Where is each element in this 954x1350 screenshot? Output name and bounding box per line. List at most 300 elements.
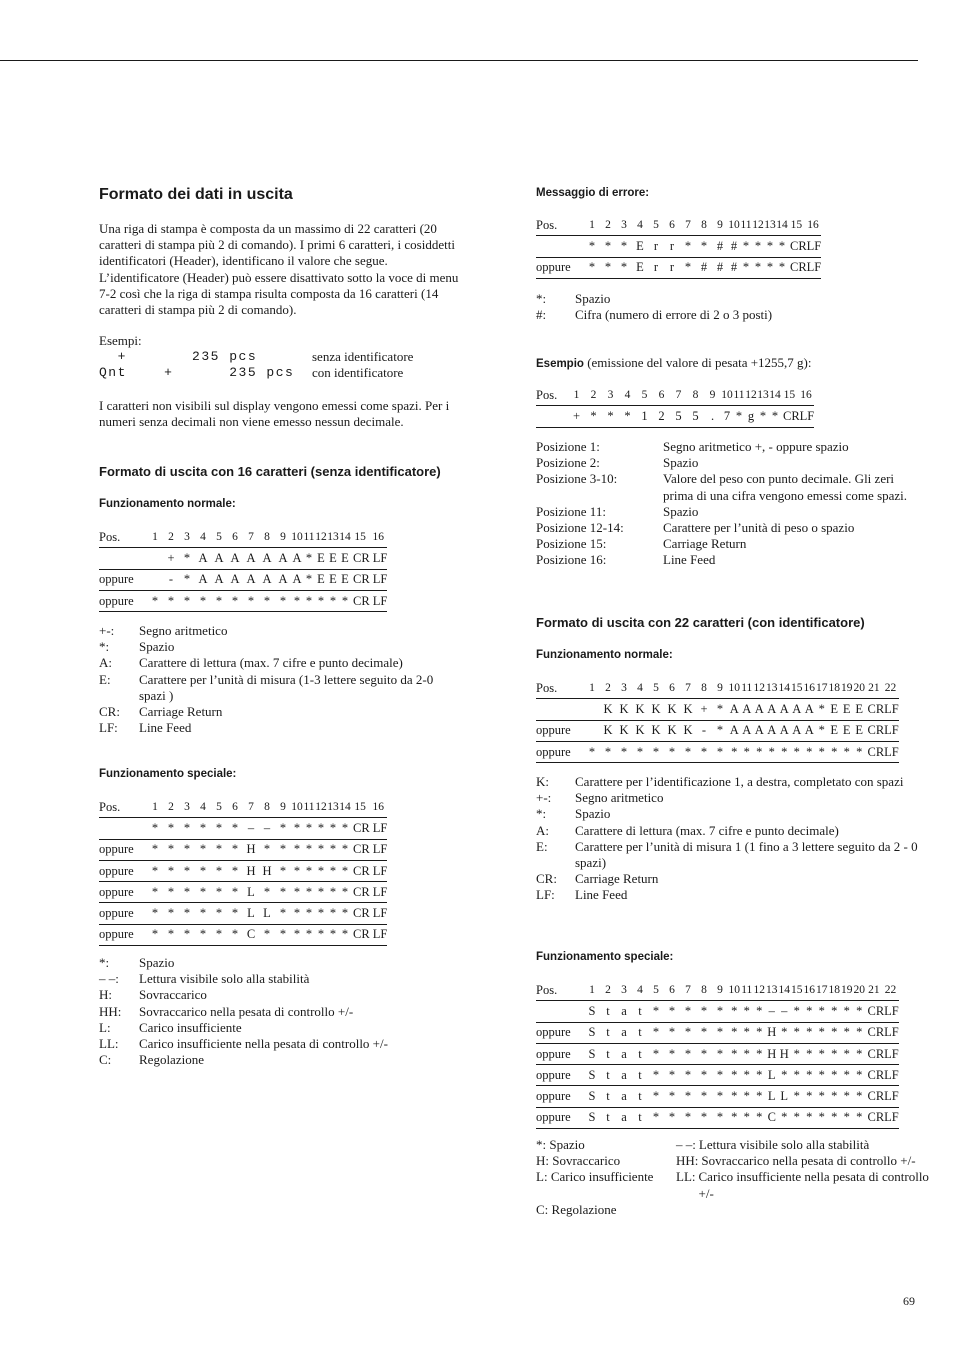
table-header-label: Pos. — [536, 385, 568, 406]
character-cell: * — [816, 699, 829, 720]
character-cell: * — [803, 1107, 816, 1128]
empty-cell — [584, 720, 600, 741]
character-cell: A — [227, 548, 243, 569]
position-number: 7 — [680, 678, 696, 699]
position-number: 20 — [853, 980, 866, 1001]
character-cell: * — [753, 741, 766, 762]
character-cell: A — [791, 720, 804, 741]
character-cell: * — [816, 1086, 829, 1107]
legend-value: Line Feed — [663, 552, 716, 568]
character-cell: * — [195, 882, 211, 903]
position-number: 5 — [211, 797, 227, 818]
legend-key: Posizione 1: — [536, 439, 600, 454]
character-cell: * — [696, 1065, 712, 1086]
legend-value: Segno aritmetico — [575, 790, 664, 806]
character-cell: * — [712, 1001, 728, 1022]
character-cell: * — [741, 1107, 754, 1128]
character-cell: * — [712, 699, 728, 720]
legend-item — [536, 774, 934, 790]
legend-value: Valore del peso con punto decimale. Gli zeri prima di una cifra vengono emessi come spazi. — [663, 471, 908, 503]
position-number: 10 — [721, 385, 733, 406]
legend-22-special — [536, 1137, 934, 1218]
character-cell: * — [315, 882, 327, 903]
character-cell: * — [803, 1065, 816, 1086]
position-number: 3 — [179, 527, 195, 548]
character-cell: E — [315, 548, 327, 569]
character-cell: 1 — [636, 406, 653, 427]
character-cell: A — [195, 548, 211, 569]
position-number: 16 — [805, 215, 822, 236]
legend-key: – –: — [99, 971, 119, 987]
legend-value: Carattere di lettura (max. 7 cifre e punto decimale) — [575, 822, 839, 838]
character-cell: A — [195, 569, 211, 590]
character-cell: * — [195, 839, 211, 860]
legend-value: Regolazione — [551, 1201, 617, 1217]
legend-value: Carattere per l’unità di peso o spazio — [663, 520, 855, 536]
character-cell: t — [632, 1043, 648, 1064]
character-cell: * — [259, 839, 275, 860]
legend-value: Cifra (numero di errore di 2 o 3 posti) — [575, 307, 773, 323]
table-header-label: Pos. — [536, 215, 584, 236]
character-cell: L — [778, 1086, 791, 1107]
character-cell: * — [828, 1001, 841, 1022]
legend-key: #: — [536, 307, 547, 323]
page-title: Formato dei dati in uscita — [99, 186, 293, 203]
crlf-cell: CRLF — [866, 1086, 899, 1107]
character-cell: t — [632, 1022, 648, 1043]
legend-key: *: — [536, 1137, 550, 1152]
row-label: oppure — [99, 590, 147, 611]
crlf-cell: CR LF — [351, 839, 387, 860]
character-cell: K — [616, 699, 632, 720]
table-row — [99, 818, 387, 839]
character-cell: * — [275, 590, 291, 611]
character-cell: t — [600, 1043, 616, 1064]
page-number: 69 — [903, 1294, 915, 1308]
legend-item — [536, 1202, 934, 1218]
character-cell: A — [243, 569, 259, 590]
character-cell: * — [584, 741, 600, 762]
character-cell: * — [803, 1086, 816, 1107]
position-number: 13 — [327, 797, 339, 818]
character-cell: * — [664, 1065, 680, 1086]
character-cell: A — [741, 699, 754, 720]
character-cell: * — [728, 1043, 741, 1064]
row-label: oppure — [99, 882, 147, 903]
character-cell: * — [584, 257, 600, 278]
legend-key: L: — [536, 1169, 551, 1185]
character-cell: * — [632, 741, 648, 762]
character-cell: * — [147, 839, 163, 860]
character-cell: * — [741, 1043, 754, 1064]
legend-item — [536, 471, 916, 503]
character-cell: * — [741, 1001, 754, 1022]
character-cell: K — [616, 720, 632, 741]
position-number: 16 — [803, 980, 816, 1001]
legend-value: Carriage Return — [575, 871, 659, 887]
character-cell: A — [275, 569, 291, 590]
table-row — [99, 590, 387, 611]
legend-key: HH: — [99, 1003, 122, 1019]
character-cell: * — [327, 818, 339, 839]
legend-item — [99, 704, 459, 720]
character-cell: * — [740, 236, 752, 257]
character-cell: H — [766, 1022, 779, 1043]
character-cell: * — [841, 1022, 854, 1043]
position-number: 7 — [243, 797, 259, 818]
character-cell: K — [600, 699, 616, 720]
crlf-cell: CR LF — [351, 882, 387, 903]
output-table-22-normal — [536, 678, 899, 763]
character-cell: * — [828, 1086, 841, 1107]
row-label: oppure — [536, 1107, 584, 1128]
position-number: 14 — [339, 527, 351, 548]
crlf-cell: CRLF — [781, 406, 814, 427]
legend-key: H: — [536, 1153, 553, 1169]
legend-key: *: — [536, 291, 547, 306]
character-cell: * — [680, 236, 696, 257]
character-cell: A — [803, 699, 816, 720]
legend-item — [536, 455, 916, 471]
error-legend — [536, 291, 916, 323]
row-label: oppure — [536, 1065, 584, 1086]
character-cell: * — [648, 1107, 664, 1128]
position-number: 3 — [616, 215, 632, 236]
character-cell: r — [648, 236, 664, 257]
character-cell: E — [853, 699, 866, 720]
legend-item — [99, 971, 459, 987]
character-cell: * — [600, 741, 616, 762]
character-cell: * — [648, 1086, 664, 1107]
position-number: 11 — [303, 527, 315, 548]
character-cell: * — [769, 406, 781, 427]
character-cell: * — [303, 818, 315, 839]
character-cell: * — [712, 741, 728, 762]
position-number: 22 — [882, 678, 899, 699]
character-cell: A — [275, 548, 291, 569]
character-cell: * — [147, 590, 163, 611]
character-cell: * — [764, 236, 776, 257]
legend-item — [99, 1052, 459, 1068]
character-cell: * — [315, 860, 327, 881]
character-cell: a — [616, 1001, 632, 1022]
position-number: 11 — [741, 980, 754, 1001]
note-paragraph: I caratteri non visibili sul display vengono emessi come spazi. Per i numeri senza decimali non viene emesso nessun decimale. — [99, 398, 450, 430]
legend-item — [99, 1004, 459, 1020]
table-header-row — [536, 678, 899, 699]
position-number: 13 — [766, 980, 779, 1001]
character-cell: K — [648, 720, 664, 741]
character-cell: * — [291, 882, 303, 903]
character-cell: * — [195, 860, 211, 881]
legend-entry-right — [676, 1153, 934, 1169]
row-label — [99, 818, 147, 839]
character-cell: * — [291, 839, 303, 860]
legend-key: LF: — [99, 720, 118, 736]
character-cell: + — [568, 406, 585, 427]
legend-item — [99, 987, 459, 1003]
character-cell: * — [315, 903, 327, 924]
character-cell: * — [680, 1022, 696, 1043]
crlf-cell: CRLF — [866, 1001, 899, 1022]
character-cell: t — [632, 1065, 648, 1086]
character-cell: * — [791, 1065, 804, 1086]
position-number: 8 — [696, 980, 712, 1001]
character-cell: A — [778, 699, 791, 720]
table-row — [99, 569, 387, 590]
character-cell: * — [803, 1043, 816, 1064]
character-cell: * — [179, 590, 195, 611]
position-number: 1 — [147, 527, 163, 548]
table-row — [99, 839, 387, 860]
position-number: 18 — [828, 678, 841, 699]
legend-key: Posizione 11: — [536, 503, 606, 519]
legend-item — [99, 1036, 459, 1052]
character-cell: * — [841, 741, 854, 762]
row-label: oppure — [536, 1086, 584, 1107]
character-cell: * — [696, 1043, 712, 1064]
character-cell: t — [600, 1001, 616, 1022]
legend-key: Posizione 2: — [536, 455, 600, 471]
character-cell: L — [243, 903, 259, 924]
character-cell: * — [339, 590, 351, 611]
legend-item — [536, 839, 934, 871]
character-cell: S — [584, 1086, 600, 1107]
legend-item — [536, 1169, 934, 1201]
character-cell: * — [303, 924, 315, 945]
position-number: 15 — [781, 385, 798, 406]
position-number: 9 — [704, 385, 721, 406]
character-cell: * — [828, 1065, 841, 1086]
character-cell: * — [680, 1043, 696, 1064]
character-cell: * — [740, 257, 752, 278]
character-cell: * — [163, 839, 179, 860]
table-row — [99, 903, 387, 924]
position-number: 9 — [275, 527, 291, 548]
legend-value: Carico insufficiente nella pesata di controllo +/- — [698, 1169, 929, 1201]
legend-item — [536, 871, 934, 887]
character-cell: A — [803, 720, 816, 741]
position-number: 13 — [766, 678, 779, 699]
character-cell: t — [600, 1107, 616, 1128]
character-cell: t — [600, 1022, 616, 1043]
character-cell: – — [243, 818, 259, 839]
character-cell: * — [227, 839, 243, 860]
character-cell: * — [728, 1022, 741, 1043]
legend-value: Carattere per l’unità di misura (1-3 lettere seguito da 2-0 spazi ) — [139, 671, 434, 703]
character-cell: r — [664, 236, 680, 257]
example-label: Esempio — [536, 358, 584, 370]
position-number: 11 — [740, 215, 752, 236]
character-cell: * — [303, 860, 315, 881]
character-cell: * — [828, 1043, 841, 1064]
character-cell: * — [227, 924, 243, 945]
table-row — [99, 548, 387, 569]
character-cell: * — [339, 818, 351, 839]
normal-16-title: Funzionamento normale: — [99, 498, 236, 510]
row-label: oppure — [536, 1043, 584, 1064]
character-cell: * — [179, 860, 195, 881]
empty-cell — [584, 699, 600, 720]
position-number: 4 — [632, 678, 648, 699]
character-cell: * — [648, 1065, 664, 1086]
character-cell: L — [259, 903, 275, 924]
position-number: 17 — [816, 678, 829, 699]
legend-key: H: — [99, 987, 112, 1003]
legend-item — [99, 655, 459, 671]
character-cell: A — [227, 569, 243, 590]
character-cell: K — [664, 720, 680, 741]
legend-value: Sovraccarico — [139, 987, 207, 1003]
character-cell: * — [764, 257, 776, 278]
character-cell: * — [803, 741, 816, 762]
legend-value: Carattere di lettura (max. 7 cifre e punto decimale) — [139, 655, 403, 671]
legend-16-special — [99, 955, 459, 1068]
character-cell: A — [753, 699, 766, 720]
position-number: 21 — [866, 980, 883, 1001]
character-cell: * — [179, 569, 195, 590]
legend-value: Lettura visibile solo alla stabilità — [698, 1137, 870, 1152]
character-cell: * — [816, 1107, 829, 1128]
row-label — [536, 236, 584, 257]
position-number: 8 — [696, 215, 712, 236]
legend-key: C: — [536, 1201, 552, 1217]
position-number: 16 — [369, 527, 387, 548]
position-number: 3 — [616, 678, 632, 699]
character-cell: * — [179, 839, 195, 860]
example-table — [536, 385, 814, 428]
character-cell: A — [211, 548, 227, 569]
legend-key: Posizione 3-10: — [536, 471, 618, 487]
character-cell: * — [616, 741, 632, 762]
intro-paragraph: Una riga di stampa è composta da un massimo di 22 caratteri (20 caratteri di stampa più 2 di comando). I primi 6 caratteri, i cosiddetti identificatori (Header), identificano il valore che segue. L’identificatore (Header) può essere disattivato sotto la voce di menu 7-2 così che la riga di stampa risulta composta da 16 caratteri (14 caratteri di stampa più 2 di comando). — [99, 221, 459, 318]
character-cell: r — [648, 257, 664, 278]
position-number: 11 — [741, 678, 754, 699]
character-cell: * — [648, 1043, 664, 1064]
position-number: 5 — [636, 385, 653, 406]
character-cell: * — [211, 839, 227, 860]
character-cell: * — [619, 406, 636, 427]
character-cell: a — [616, 1022, 632, 1043]
legend-entry-left — [536, 1153, 676, 1169]
position-number: 3 — [616, 980, 632, 1001]
character-cell: * — [680, 257, 696, 278]
position-number: 2 — [163, 527, 179, 548]
legend-item — [536, 806, 934, 822]
position-number: 12 — [745, 385, 757, 406]
character-cell: E — [828, 699, 841, 720]
character-cell: E — [632, 257, 648, 278]
character-cell: E — [327, 548, 339, 569]
legend-key: L: — [99, 1019, 111, 1035]
table-header-row — [536, 215, 821, 236]
position-number: 4 — [195, 797, 211, 818]
character-cell: * — [753, 1107, 766, 1128]
character-cell: * — [211, 818, 227, 839]
character-cell: * — [227, 903, 243, 924]
character-cell: t — [632, 1001, 648, 1022]
position-number: 15 — [788, 215, 805, 236]
character-cell: * — [680, 1065, 696, 1086]
position-number: 16 — [369, 797, 387, 818]
character-cell: * — [227, 882, 243, 903]
position-number: 7 — [680, 215, 696, 236]
position-number: 6 — [227, 527, 243, 548]
character-cell: * — [648, 1022, 664, 1043]
character-cell: * — [816, 1022, 829, 1043]
crlf-cell: CRLF — [866, 1065, 899, 1086]
position-number: 12 — [752, 215, 764, 236]
position-number: 6 — [664, 215, 680, 236]
crlf-cell: CR LF — [351, 860, 387, 881]
position-number: 7 — [670, 385, 687, 406]
examples-label: Esempi: — [99, 333, 142, 348]
output-table-16-normal — [99, 527, 387, 612]
character-cell: E — [841, 720, 854, 741]
character-cell: 5 — [670, 406, 687, 427]
row-label — [536, 406, 568, 427]
legend-value: Segno aritmetico — [139, 623, 228, 638]
character-cell: t — [600, 1065, 616, 1086]
character-cell: H — [243, 860, 259, 881]
character-cell: L — [766, 1086, 779, 1107]
character-cell: * — [853, 1107, 866, 1128]
character-cell: 2 — [653, 406, 670, 427]
character-cell: * — [741, 1022, 754, 1043]
legend-key: +-: — [536, 790, 552, 806]
row-label — [536, 1001, 584, 1022]
normal-22-title: Funzionamento normale: — [536, 649, 673, 661]
character-cell: * — [791, 741, 804, 762]
table-header-row — [99, 797, 387, 818]
character-cell: * — [195, 924, 211, 945]
character-cell: E — [828, 720, 841, 741]
position-number: 14 — [776, 215, 788, 236]
position-number: 17 — [816, 980, 829, 1001]
legend-value: Carico insufficiente nella pesata di controllo +/- — [139, 1036, 388, 1052]
character-cell: * — [696, 1107, 712, 1128]
positions-legend — [536, 439, 916, 569]
example-heading — [536, 355, 812, 371]
table-row — [536, 1043, 899, 1064]
crlf-cell: CRLF — [866, 741, 899, 762]
position-number: 19 — [841, 678, 854, 699]
legend-key: A: — [99, 655, 112, 671]
character-cell: * — [291, 818, 303, 839]
character-cell: * — [816, 741, 829, 762]
character-cell: * — [327, 590, 339, 611]
table-row — [536, 236, 821, 257]
character-cell: * — [664, 1022, 680, 1043]
crlf-cell: CRLF — [788, 257, 821, 278]
section-22-title: Formato di uscita con 22 caratteri (con identificatore) — [536, 615, 865, 630]
character-cell: * — [275, 903, 291, 924]
crlf-cell: CR LF — [351, 548, 387, 569]
position-number: 12 — [753, 678, 766, 699]
position-number: 4 — [619, 385, 636, 406]
position-number: 19 — [841, 980, 854, 1001]
character-cell: * — [696, 1086, 712, 1107]
character-cell: * — [712, 1065, 728, 1086]
table-header-label: Pos. — [99, 797, 147, 818]
character-cell: * — [339, 903, 351, 924]
character-cell: * — [339, 882, 351, 903]
table-row — [99, 860, 387, 881]
character-cell: E — [315, 569, 327, 590]
position-number: 7 — [243, 527, 259, 548]
character-cell: * — [163, 818, 179, 839]
legend-key: E: — [536, 838, 548, 854]
